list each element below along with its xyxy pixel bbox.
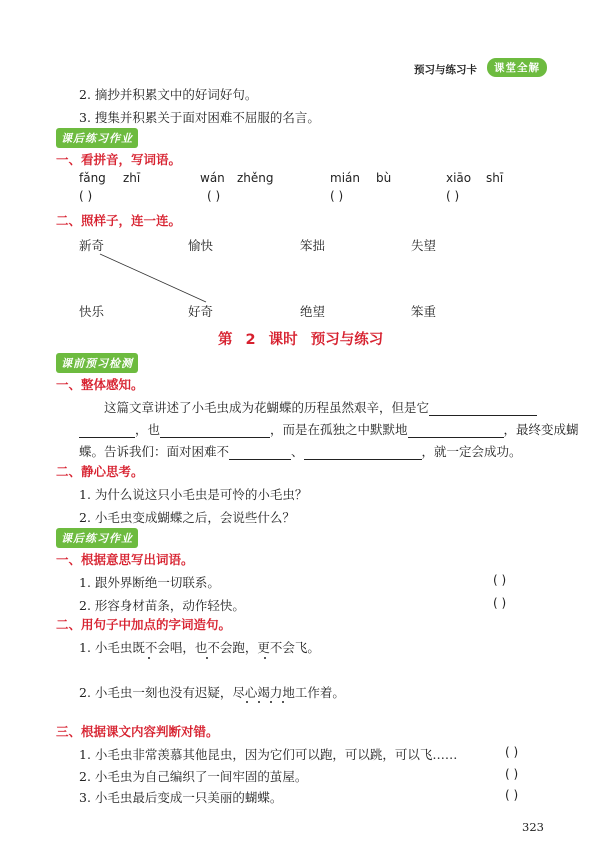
match-word-top-2[interactable]: 愉快 (188, 238, 214, 253)
blank-3[interactable] (160, 424, 270, 438)
judge-answer-paren-2[interactable]: ( ) (505, 767, 519, 781)
overview-text-2a: ，也 (135, 422, 161, 437)
section-title-match: 二、照样子，连一连。 (56, 213, 182, 228)
overview-text-3c: ，就一定会成功。 (421, 444, 522, 459)
emphasis-dot (270, 701, 272, 703)
overview-text-3b: 、 (291, 444, 304, 459)
overview-text-1: 这篇文章讲述了小毛虫成为花蝴蝶的历程虽然艰辛，但是它 (104, 400, 430, 415)
blank-1[interactable] (429, 402, 537, 416)
section-title-overview: 一、整体感知。 (56, 377, 144, 392)
judge-answer-paren-1[interactable]: ( ) (505, 745, 519, 759)
section-title-meaning: 一、根据意思写出词语。 (56, 552, 194, 567)
blank-5[interactable] (229, 446, 291, 460)
match-word-bottom-4[interactable]: 笨重 (411, 304, 437, 319)
pinyin-8: shī (486, 171, 504, 185)
pinyin-7: xiāo (446, 171, 472, 185)
meaning-answer-paren-2[interactable]: ( ) (493, 596, 507, 610)
pinyin-3: wán (200, 171, 225, 185)
match-word-top-4[interactable]: 失望 (411, 238, 437, 253)
top-item-2: 2. 摘抄并积累文中的好词好句。 (79, 87, 258, 102)
pinyin-6: bù (376, 171, 392, 185)
judge-question-2: 2. 小毛虫为自己编织了一间牢固的茧屋。 (79, 769, 308, 784)
section-title-sentence: 二、用句子中加点的字词造句。 (56, 617, 232, 632)
section-title-judge: 三、根据课文内容判断对错。 (56, 724, 219, 739)
match-word-bottom-1[interactable]: 快乐 (79, 304, 105, 319)
meaning-question-1: 1. 跟外界断绝一切联系。 (79, 575, 220, 590)
emphasis-dot (258, 701, 260, 703)
emphasis-dot (264, 657, 266, 659)
blank-4[interactable] (408, 424, 504, 438)
answer-paren-4[interactable]: ( ) (446, 189, 460, 203)
emphasis-dot (282, 701, 284, 703)
answer-paren-1[interactable]: ( ) (79, 189, 93, 203)
meaning-answer-paren-1[interactable]: ( ) (493, 573, 507, 587)
section-title-think: 二、静心思考。 (56, 464, 144, 479)
judge-question-1: 1. 小毛虫非常羡慕其他昆虫，因为它们可以跑，可以跳，可以飞…… (79, 747, 458, 762)
overview-line-3 (79, 442, 522, 460)
emphasis-dot (206, 657, 208, 659)
answer-paren-2[interactable]: ( ) (207, 189, 221, 203)
think-question-1: 1. 为什么说这只小毛虫是可怜的小毛虫？ (79, 487, 308, 502)
overview-text-2b: ，而是在孤独之中默默地 (270, 422, 408, 437)
match-word-top-1[interactable]: 新奇 (79, 238, 105, 253)
overview-text-2c: ，最终变成蝴 (503, 422, 579, 437)
lesson-title: 第 2 课时 预习与练习 (218, 332, 384, 348)
think-question-2: 2. 小毛虫变成蝴蝶之后，会说些什么？ (79, 510, 295, 525)
top-item-3: 3. 搜集并积累关于面对困难不屈服的名言。 (79, 110, 320, 125)
answer-paren-3[interactable]: ( ) (330, 189, 344, 203)
emphasis-dot (148, 657, 150, 659)
judge-answer-paren-3[interactable]: ( ) (505, 788, 519, 802)
section-tag-preview: 课前预习检测 (56, 353, 138, 373)
sentence-question-1: 1. 小毛虫既不会唱，也不会跑，更不会飞。 (79, 640, 320, 655)
brand-badge: 课堂全解 (487, 58, 547, 77)
match-word-top-3[interactable]: 笨拙 (300, 238, 326, 253)
overview-text-3a: 蝶。告诉我们：面对困难不 (79, 444, 230, 459)
page-number: 323 (522, 820, 544, 834)
match-word-bottom-2[interactable]: 好奇 (188, 304, 214, 319)
section-tag-homework: 课后练习作业 (56, 128, 138, 148)
emphasis-dot (246, 701, 248, 703)
section-title-pinyin: 一、看拼音，写词语。 (56, 152, 182, 167)
header-title: 预习与练习卡 (414, 64, 477, 76)
pinyin-4: zhěng (237, 171, 274, 185)
judge-question-3: 3. 小毛虫最后变成一只美丽的蝴蝶。 (79, 790, 283, 805)
overview-line-1 (104, 398, 537, 416)
match-word-bottom-3[interactable]: 绝望 (300, 304, 326, 319)
sentence-question-2: 2. 小毛虫一刻也没有迟疑，尽心竭力地工作着。 (79, 685, 345, 700)
overview-line-2 (79, 420, 579, 438)
meaning-question-2: 2. 形容身材苗条，动作轻快。 (79, 598, 245, 613)
pinyin-2: zhī (123, 171, 141, 185)
blank-2[interactable] (79, 424, 135, 438)
section-tag-homework-2: 课后练习作业 (56, 528, 138, 548)
pinyin-1: fǎng (79, 171, 106, 185)
blank-6[interactable] (304, 446, 422, 460)
pinyin-5: mián (330, 171, 360, 185)
